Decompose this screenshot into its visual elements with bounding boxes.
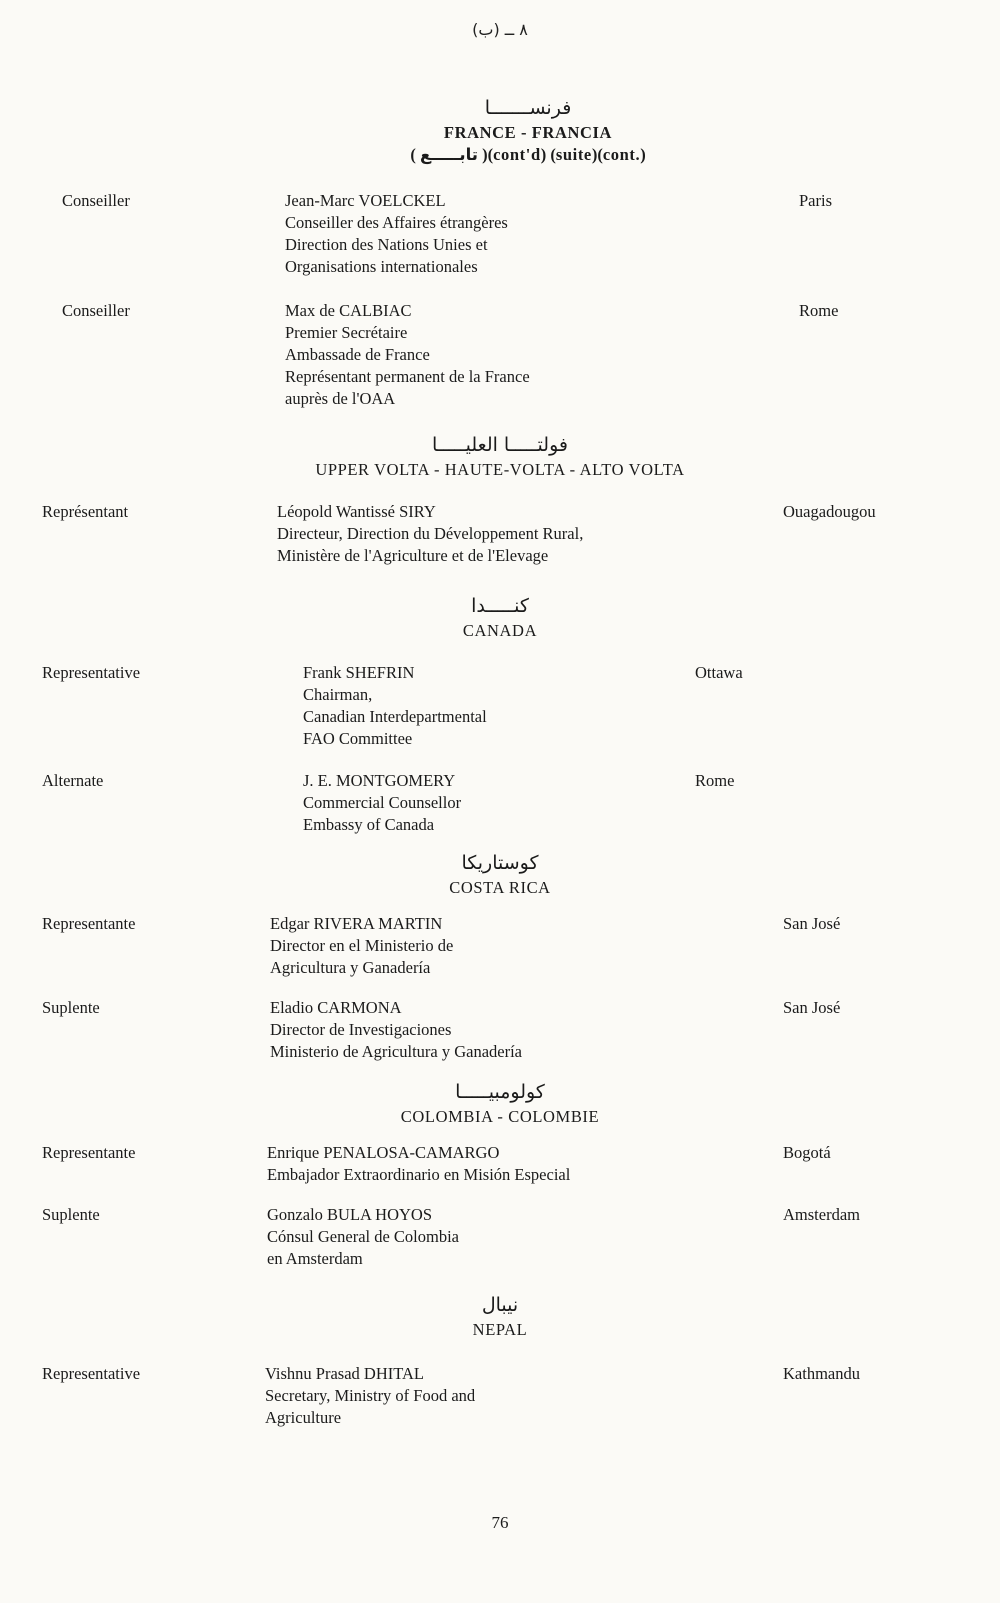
delegate-entry [40,770,960,836]
duty-station: Rome [799,301,839,320]
delegate-title-line: Représentant permanent de la France [285,367,530,386]
page-number: 76 [491,1513,509,1532]
entry-details [265,501,685,567]
delegate-name: Enrique PENALOSA-CAMARGO [267,1143,500,1162]
delegate-title-line: Canadian Interdepartmental [303,707,487,726]
delegate-title-line: Director en el Ministerio de [270,936,454,955]
delegate-title-line: Agriculture [265,1408,342,1427]
entry-role: Suplente [42,998,100,1017]
delegate-entry [40,190,960,278]
section-heading-latin: FRANCE - FRANCIA [443,123,613,142]
delegate-title-line: Director de Investigaciones [270,1020,452,1039]
entry-details [265,1204,685,1270]
section-canada [40,593,960,836]
section-heading-arabic: كولومبيـــــا [455,1081,545,1103]
section-heading-arabic: فرنســـــــا [484,97,572,119]
delegate-title-line: Embassy of Canada [303,815,435,834]
entry-role: Representative [42,1364,141,1383]
section-nepal [40,1292,960,1429]
section-heading [40,1079,960,1128]
duty-station: Paris [799,191,832,210]
delegate-name: Vishnu Prasad DHITAL [265,1364,424,1383]
entry-role: Conseiller [62,191,130,210]
entry-role: Représentant [42,502,129,521]
delegate-title-line: Conseiller des Affaires étrangères [285,213,508,232]
section-heading [40,593,960,642]
delegate-entry [40,1142,960,1186]
delegate-title-line: Ministerio de Agricultura y Ganadería [270,1042,523,1061]
delegate-title-line: Ambassade de France [285,345,430,364]
duty-station: Rome [695,771,735,790]
delegate-title-line: FAO Committee [303,729,413,748]
entry-details [265,300,685,410]
delegate-title-line: Chairman, [303,685,373,704]
delegate-name: Jean-Marc VOELCKEL [285,191,446,210]
section-upper-volta [40,432,960,567]
delegate-entry [40,913,960,979]
duty-station: Amsterdam [783,1205,860,1224]
duty-station: Bogotá [783,1143,831,1162]
delegate-title-line: Agricultura y Ganadería [270,958,431,977]
section-heading-latin: UPPER VOLTA - HAUTE-VOLTA - ALTO VOLTA [315,460,685,479]
delegate-title-line: Secretary, Ministry of Food and [265,1386,476,1405]
section-heading-arabic: كنـــــدا [471,595,529,617]
duty-station: Ouagadougou [783,502,876,521]
section-heading-latin: COSTA RICA [449,878,551,897]
section-heading-latin: COLOMBIA - COLOMBIE [400,1107,600,1126]
section-heading [68,95,988,166]
page-header-arabic-label: ٨ ــ (ب) [472,20,528,39]
section-heading-latin: NEPAL [472,1320,528,1339]
section-heading [40,850,960,899]
delegate-name: Max de CALBIAC [285,301,412,320]
entry-details [265,1142,685,1186]
delegate-entry [40,1363,960,1429]
delegate-title-line: Embajador Extraordinario en Misión Especial [267,1165,571,1184]
entry-role: Conseiller [62,301,130,320]
entry-details [265,770,685,836]
delegate-name: Léopold Wantissé SIRY [277,502,436,521]
entry-details [265,1363,685,1429]
duty-station: San José [783,998,841,1017]
entry-role: Representante [42,914,136,933]
delegate-title-line: Direction des Nations Unies et [285,235,488,254]
section-france [40,95,960,410]
duty-station: Kathmandu [783,1364,860,1383]
entry-role: Suplente [42,1205,100,1224]
delegate-name: Edgar RIVERA MARTIN [270,914,443,933]
section-heading-arabic: فولتـــــا العليـــــا [432,434,568,456]
section-heading [40,432,960,481]
delegate-entry [40,997,960,1063]
delegate-entry [40,501,960,567]
section-heading-arabic: كوستاريكا [461,852,539,874]
delegate-title-line: Ministère de l'Agriculture et de l'Elevage [277,546,549,565]
entry-role: Representante [42,1143,136,1162]
delegate-name: Eladio CARMONA [270,998,402,1017]
entry-details [265,913,685,979]
delegate-title-line: en Amsterdam [267,1249,363,1268]
delegate-entry [40,662,960,750]
section-heading-continued: ( تابـــــع )(cont'd) (suite)(cont.) [410,145,646,164]
delegate-name: Frank SHEFRIN [303,663,415,682]
section-heading [40,1292,960,1341]
delegate-title-line: auprès de l'OAA [285,389,396,408]
section-colombia [40,1079,960,1270]
delegate-name: J. E. MONTGOMERY [303,771,456,790]
delegate-title-line: Commercial Counsellor [303,793,462,812]
entry-details [265,190,685,278]
section-costa-rica [40,850,960,1063]
delegate-entry [40,300,960,410]
entry-details [265,997,685,1063]
duty-station: San José [783,914,841,933]
section-heading-arabic: نيبال [481,1294,519,1316]
duty-station: Ottawa [695,663,743,682]
entry-role: Alternate [42,771,104,790]
delegate-title-line: Cónsul General de Colombia [267,1227,460,1246]
section-heading-latin: CANADA [462,621,538,640]
entry-details [265,662,685,750]
delegate-name: Gonzalo BULA HOYOS [267,1205,432,1224]
delegate-entry [40,1204,960,1270]
delegate-title-line: Directeur, Direction du Développement Rural, [277,524,584,543]
delegate-title-line: Organisations internationales [285,257,478,276]
entry-role: Representative [42,663,141,682]
delegate-title-line: Premier Secrétaire [285,323,408,342]
